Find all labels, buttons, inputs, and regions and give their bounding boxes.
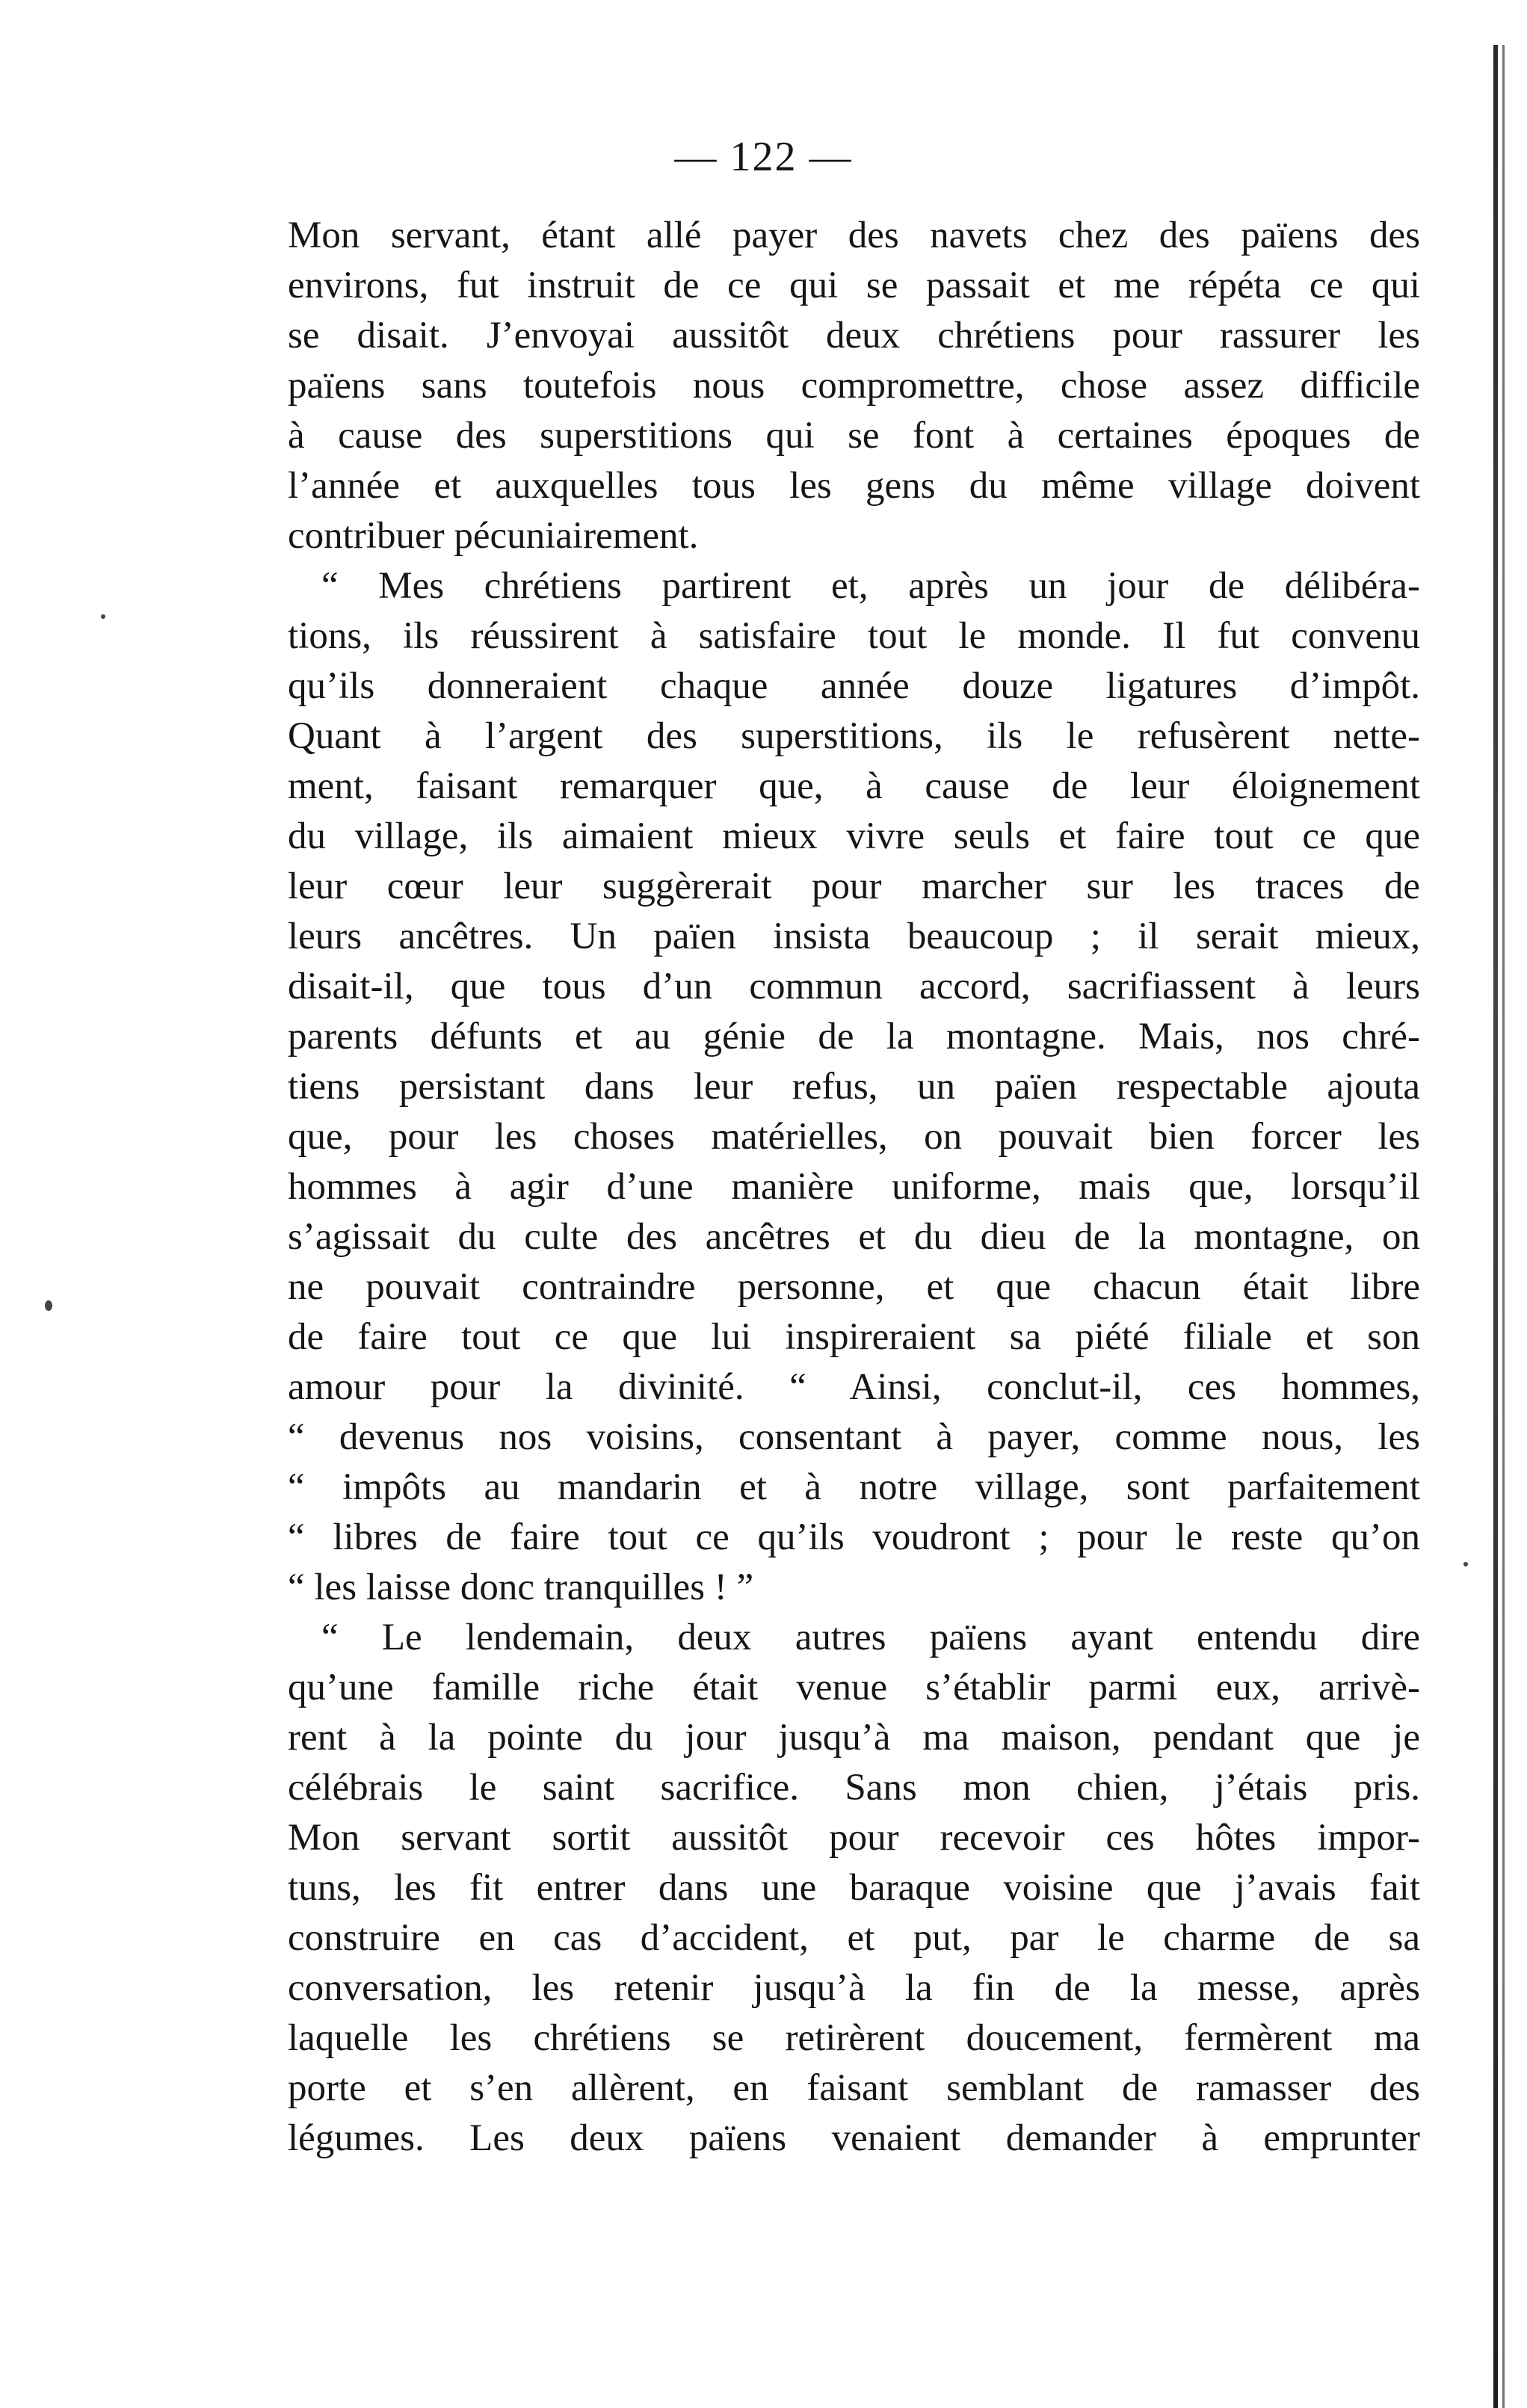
- text-line: environs, fut instruit de ce qui se passait et me répéta ce qui: [288, 265, 1420, 306]
- text-line: l’année et auxquelles tous les gens du même village doivent: [288, 465, 1420, 507]
- text-line: contribuer pécuniairement.: [288, 515, 699, 557]
- text-line: légumes. Les deux païens venaient demander à emprunter: [288, 2117, 1420, 2159]
- text-line: qu’ils donneraient chaque année douze ligatures d’impôt.: [288, 665, 1420, 707]
- text-line: se disait. J’envoyai aussitôt deux chrétiens pour rassurer les: [288, 315, 1420, 356]
- body-text: [288, 211, 1420, 2164]
- text-line: “ devenus nos voisins, consentant à payer, comme nous, les: [288, 1416, 1420, 1458]
- text-line: “ libres de faire tout ce qu’ils voudront ; pour le reste qu’on: [288, 1516, 1420, 1558]
- text-line: tuns, les fit entrer dans une baraque voisine que j’avais fait: [288, 1867, 1420, 1909]
- page-edge-shadow-inner: [1502, 45, 1505, 2408]
- text-line: Mon servant, étant allé payer des navets chez des païens des: [288, 214, 1420, 256]
- text-line: conversation, les retenir jusqu’à la fin de la messe, après: [288, 1967, 1420, 2009]
- ink-speck: [101, 614, 105, 619]
- text-line: disait-il, que tous d’un commun accord, sacrifiassent à leurs: [288, 966, 1420, 1007]
- text-line: rent à la pointe du jour jusqu’à ma maison, pendant que je: [288, 1717, 1420, 1759]
- text-line: amour pour la divinité. “ Ainsi, conclut-il, ces hommes,: [288, 1366, 1420, 1408]
- text-line: tions, ils réussirent à satisfaire tout le monde. Il fut convenu: [288, 615, 1420, 657]
- text-line: hommes à agir d’une manière uniforme, mais que, lorsqu’il: [288, 1166, 1420, 1208]
- text-line: s’agissait du culte des ancêtres et du dieu de la montagne, on: [288, 1216, 1420, 1258]
- text-line: porte et s’en allèrent, en faisant semblant de ramasser des: [288, 2067, 1420, 2109]
- text-line: ment, faisant remarquer que, à cause de leur éloignement: [288, 765, 1420, 807]
- text-line: que, pour les choses matérielles, on pouvait bien forcer les: [288, 1116, 1420, 1158]
- text-line: du village, ils aimaient mieux vivre seuls et faire tout ce que: [288, 815, 1420, 857]
- ink-speck: [45, 1300, 52, 1311]
- text-line: tiens persistant dans leur refus, un païen respectable ajouta: [288, 1066, 1420, 1108]
- text-line: parents défunts et au génie de la montagne. Mais, nos chré-: [288, 1016, 1420, 1058]
- text-line: leur cœur leur suggèrerait pour marcher sur les traces de: [288, 865, 1420, 907]
- text-line: construire en cas d’accident, et put, par le charme de sa: [288, 1917, 1420, 1959]
- text-line: païens sans toutefois nous compromettre, chose assez difficile: [288, 365, 1420, 407]
- text-line: Mon servant sortit aussitôt pour recevoir ces hôtes impor-: [288, 1817, 1420, 1859]
- text-line: célébrais le saint sacrifice. Sans mon chien, j’étais pris.: [288, 1767, 1420, 1809]
- text-line: Quant à l’argent des superstitions, ils le refusèrent nette-: [288, 715, 1420, 757]
- text-line: à cause des superstitions qui se font à certaines époques de: [288, 415, 1420, 457]
- ink-speck: [1463, 1562, 1468, 1566]
- text-line: “ les laisse donc tranquilles ! ”: [288, 1566, 754, 1608]
- text-line: “ impôts au mandarin et à notre village, sont parfaitement: [288, 1466, 1420, 1508]
- text-line: qu’une famille riche était venue s’établir parmi eux, arrivè-: [288, 1667, 1420, 1708]
- text-line: laquelle les chrétiens se retirèrent doucement, fermèrent ma: [288, 2017, 1420, 2059]
- text-line: ne pouvait contraindre personne, et que chacun était libre: [288, 1266, 1420, 1308]
- page-number: — 122 —: [674, 134, 853, 180]
- text-line: “ Mes chrétiens partirent et, après un jour de délibéra-: [321, 565, 1420, 607]
- text-line: de faire tout ce que lui inspireraient sa piété filiale et son: [288, 1316, 1420, 1358]
- text-line: “ Le lendemain, deux autres païens ayant entendu dire: [321, 1617, 1420, 1658]
- text-line: leurs ancêtres. Un païen insista beaucoup ; il serait mieux,: [288, 916, 1420, 957]
- page-edge-shadow: [1493, 45, 1498, 2408]
